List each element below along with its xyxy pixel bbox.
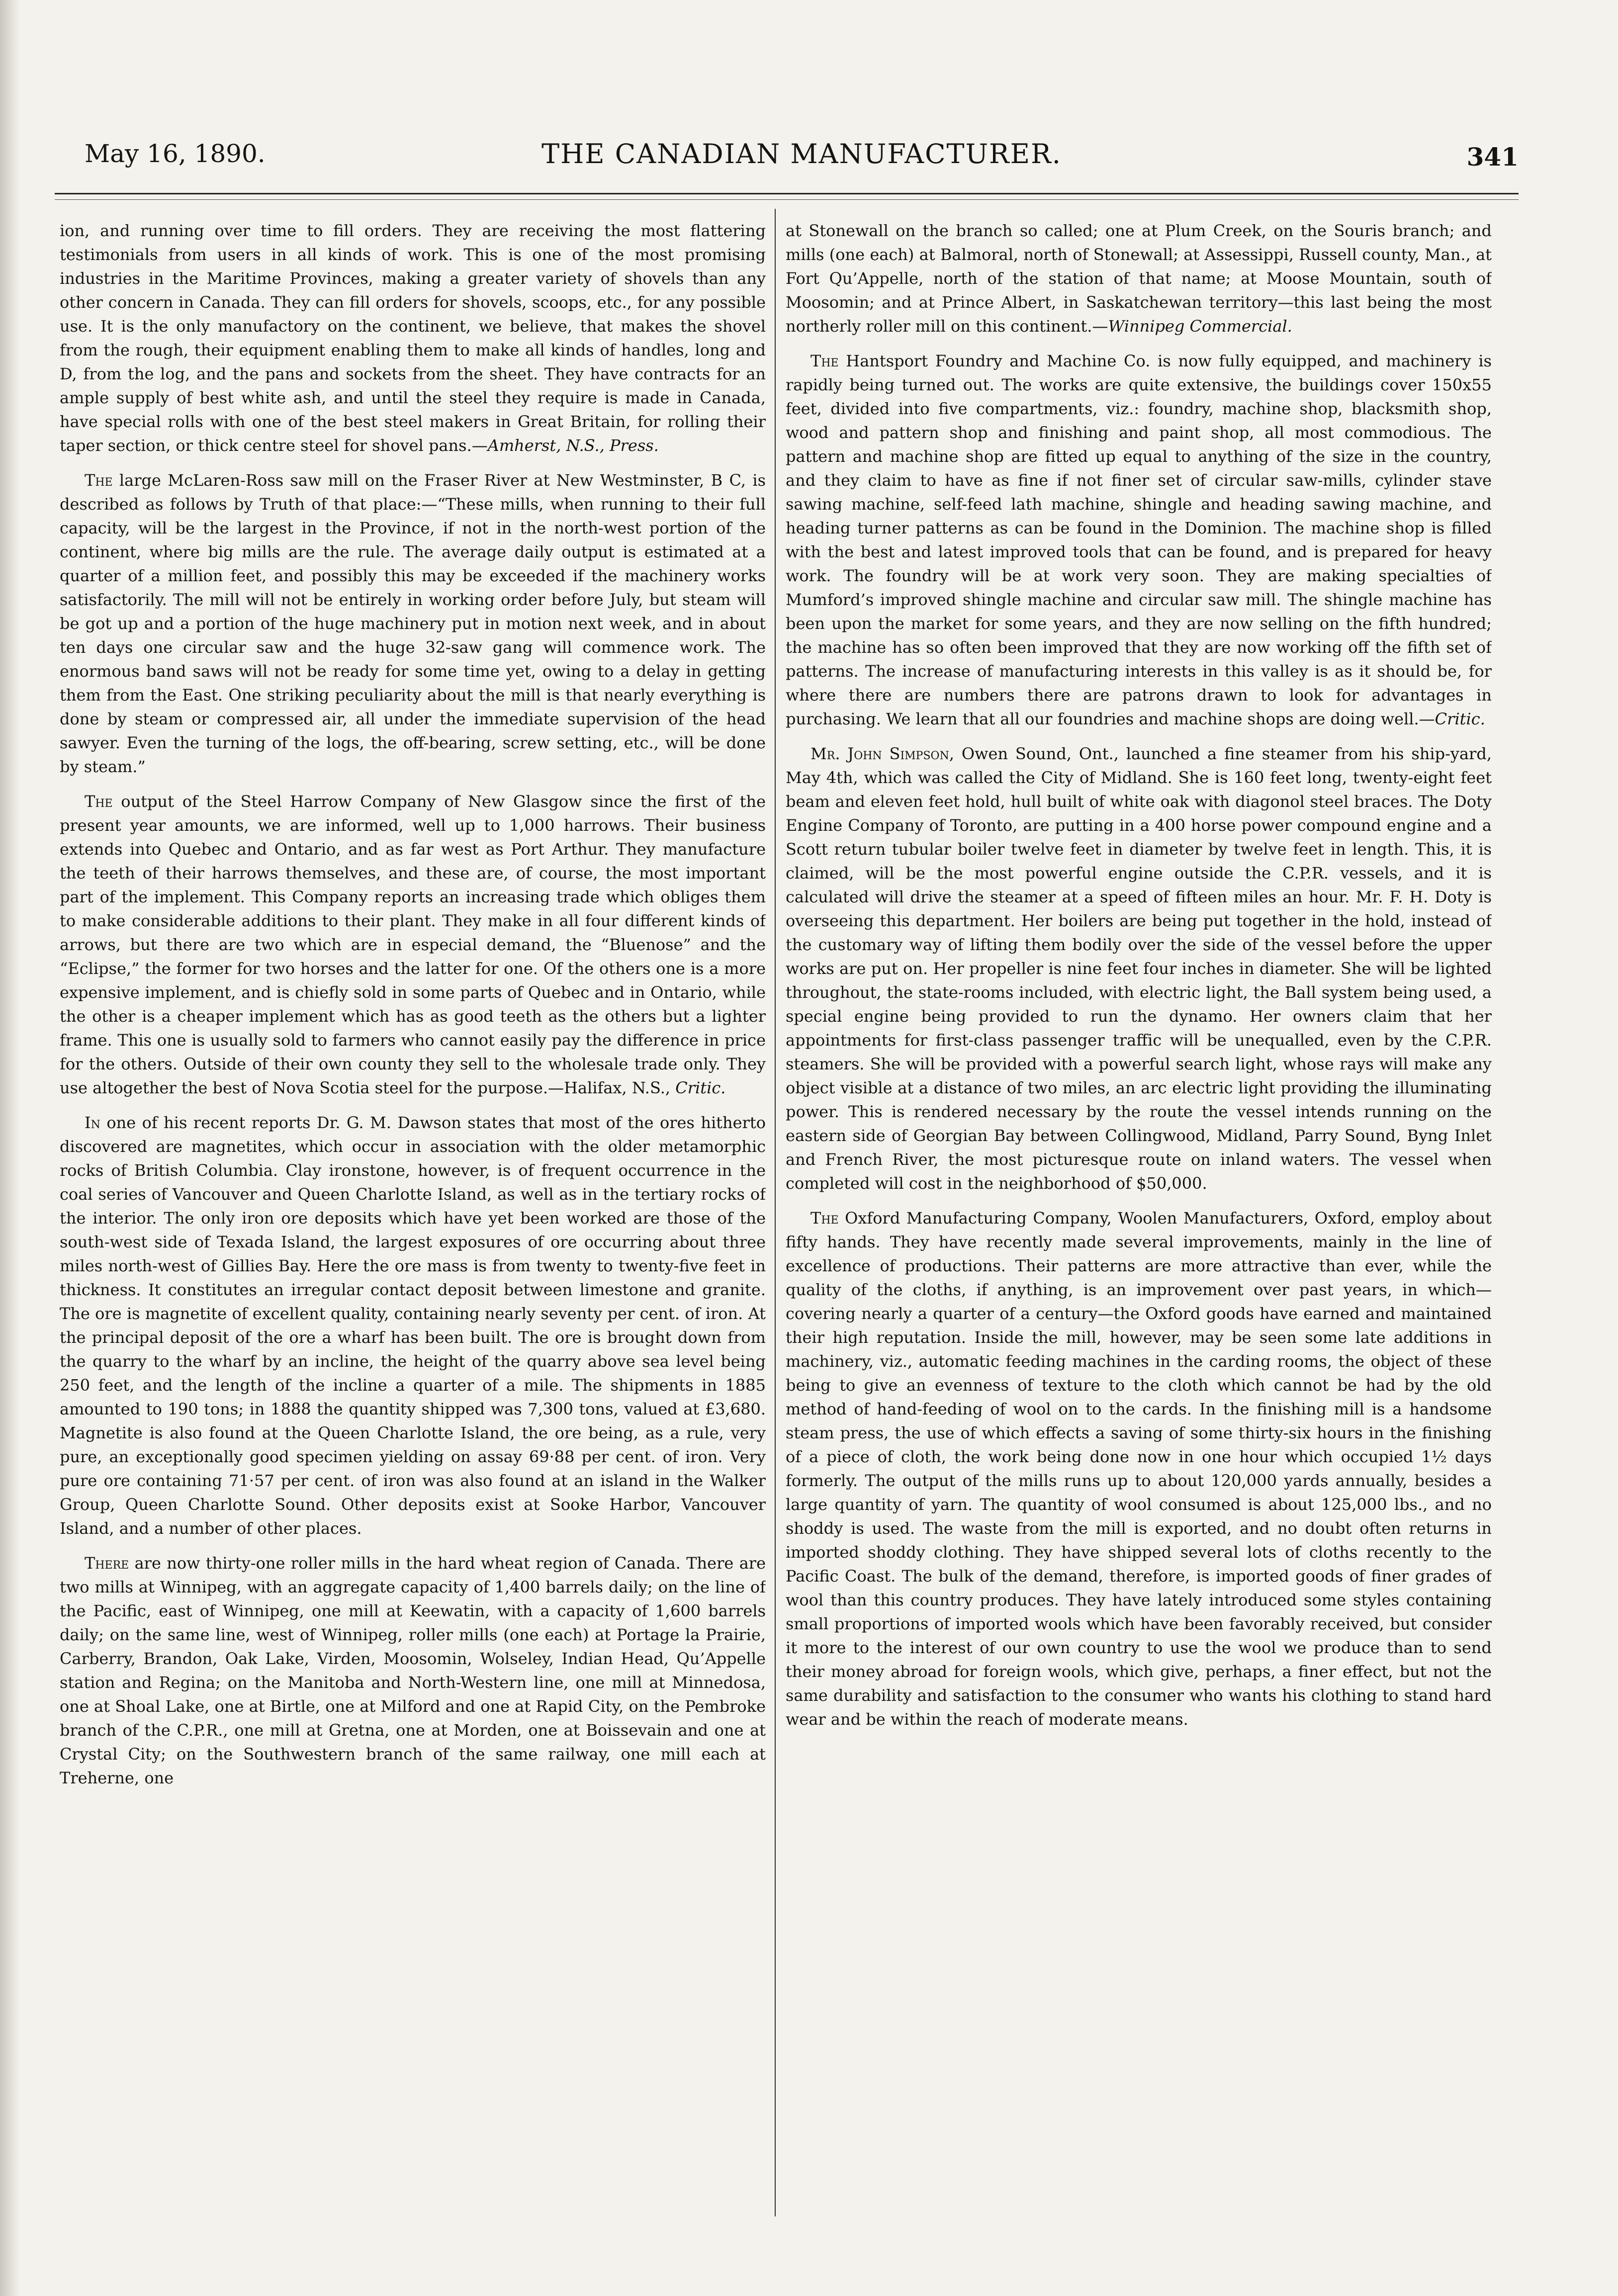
issue-date: May 16, 1890.	[85, 139, 266, 168]
article-oxford-woolen: The Oxford Manufacturing Company, Woolen Manufacturers, Oxford, employ about fifty hands. They have recently made several improvements, mainly in the line of excellence of productions. Their patterns are more attractive than ever, while the quality of the cloths, if anything, is an improvement over past years, in which—covering nearly a quarter of a century—the Oxford goods have earned and maintained their high reputation. Inside the mill, however, may be seen some late additions in machinery, viz., automatic feeding machines in the carding rooms, the object of these being to give an evenness of texture to the cloth which cannot be had by the old method of hand-feeding of wool on to the cards. In the finishing mill is a handsome steam press, the use of which effects a saving of some thirty-six hours in the finishing of a piece of cloth, the work being done now in one hour which occupied 1½ days formerly. The output of the mills runs up to about 120,000 yards annually, besides a large quantity of yarn. The quantity of wool consumed is about 125,000 lbs., and no shoddy is used. The waste from the mill is exported, and no doubt often returns in imported shoddy clothing. They have shipped several lots of cloths recently to the Pacific Coast. The bulk of the demand, therefore, is imported goods of finer grades of wool than this country produces. They have lately introduced some styles containing small proportions of imported wools which have been favorably received, but consider it more to the interest of our own country to use the wool we produce than to send their money abroad for foreign wools, which give, perhaps, a finer effect, but not the same durability and satisfaction to the consumer who wants his clothing to stand hard wear and be within the reach of moderate means.	[786, 1209, 1492, 1729]
right-column	[786, 219, 1492, 2226]
article-shovel-works: ion, and running over time to fill orders. They are receiving the most flattering testimonials from users in all kinds of work. This is one of the most promising industries in the Maritime Provinces, making a greater variety of shovels than any other concern in Canada. They can fill orders for shovels, scoops, etc., for any possible use. It is the only manufactory on the continent, we believe, that makes the shovel from the rough, their equipment enabling them to make all kinds of handles, long and D, from the log, and the pans and sockets from the sheet. They have contracts for an ample supply of best white ash, and until the steel they require is made in Canada, have special rolls with one of the best steel makers in Great Britain, for rolling their taper section, or thick centre steel for shovel pans.—Amherst, N.S., Press.	[60, 221, 766, 455]
article-steel-harrow: The output of the Steel Harrow Company of New Glasgow since the first of the present year amounts, we are informed, well up to 1,000 harrows. Their business extends into Quebec and Ontario, and as far west as Port Arthur. They manufacture the teeth of their harrows themselves, and these are, of course, the most important part of the implement. This Company reports an increasing trade which obliges them to make considerable additions to their plant. They make in all four different kinds of arrows, but there are two which are in especial demand, the “Bluenose” and the “Eclipse,” the former for two horses and the latter for one. Of the others one is a more expensive implement, and is chiefly sold in some parts of Quebec and in Ontario, while the other is a cheaper implement which has as good teeth as the others but a lighter frame. This one is usually sold to farmers who cannot easily pay the difference in price for the others. Outside of their own county they sell to the wholesale trade only. They use altogether the best of Nova Scotia steel for the purpose.—Halifax, N.S., Critic.	[60, 792, 766, 1097]
article-hantsport-foundry: The Hantsport Foundry and Machine Co. is now fully equipped, and machinery is rapidly being turned out. The works are quite extensive, the buildings cover 150x55 feet, divided into five compartments, viz.: foundry, machine shop, blacksmith shop, wood and pattern shop and finishing and paint shop, all most commodious. The pattern and machine shop are fitted up equal to anything of the size in the country, and they claim to have as fine if not finer set of circular saw-mills, cylinder stave sawing machine, self-feed lath machine, shingle and heading sawing machine, and heading turner patterns as can be found in the Dominion. The machine shop is filled with the best and latest improved tools that can be found, and is prepared for heavy work. The foundry will be at work very soon. They are making specialties of Mumford’s improved shingle machine and circular saw mill. The shingle machine has been upon the market for some years, and they are now selling on the fifth hundred; the machine has so often been improved that they are now working off the fifth set of patterns. The increase of manufacturing interests in this valley is as it should be, for where there are numbers there are patrons drawn to look for advantages in purchasing. We learn that all our foundries and machine shops are doing well.—Critic.	[786, 352, 1492, 728]
article-roller-mills: There are now thirty-one roller mills in the hard wheat region of Canada. There are two mills at Winnipeg, with an aggregate capacity of 1,400 barrels daily; on the line of the Pacific, east of Winnipeg, one mill at Keewatin, with a capacity of 1,600 barrels daily; on the same line, west of Winnipeg, roller mills (one each) at Portage la Prairie, Carberry, Brandon, Oak Lake, Virden, Moosomin, Wolseley, Indian Head, Qu’Appelle station and Regina; on the Manitoba and North-Western line, one mill at Minnedosa, one at Shoal Lake, one at Birtle, one at Milford and one at Rapid City, on the Pembroke branch of the C.P.R., one mill at Gretna, one at Morden, one at Boissevain and one at Crystal City; on the Southwestern branch of the same railway, one mill each at Treherne, one	[60, 1554, 766, 1787]
article-steamer-midland: Mr. John Simpson, Owen Sound, Ont., launched a fine steamer from his ship-yard, May 4th, which was called the City of Midland. She is 160 feet long, twenty-eight feet beam and eleven feet hold, hull built of white oak with diagonol steel braces. The Doty Engine Company of Toronto, are putting in a 400 horse power compound engine and a Scott return tubular boiler twelve feet in diameter by twelve feet in length. This, it is claimed, will be the most powerful engine outside the C.P.R. vessels, and it is calculated will drive the steamer at a speed of fifteen miles an hour. Mr. F. H. Doty is overseeing this department. Her boilers are being put together in the hold, instead of the customary way of lifting them bodily over the side of the vessel before the upper works are put on. Her propeller is nine feet four inches in diameter. She will be lighted throughout, the state-rooms included, with electric light, the Ball system being used, a special engine being provided to run the dynamo. Her owners claim that her appointments for first-class passenger traffic will be unequalled, even by the C.P.R. steamers. She will be provided with a powerful search light, whose rays will make any object visible at a distance of two miles, an arc electric light providing the illuminating power. This is rendered necessary by the route the vessel intends running on the eastern side of Georgian Bay between Collingwood, Midland, Parry Sound, Byng Inlet and French River, the most picturesque route on inland waters. The vessel when completed will cost in the neighborhood of $50,000.	[786, 744, 1492, 1193]
article-mclaren-ross-mill: The large McLaren-Ross saw mill on the Fraser River at New Westminster, B C, is described as follows by Truth of that place:—“These mills, when running to their full capacity, will be the largest in the Province, if not in the north-west portion of the continent, where big mills are the rule. The average daily output is estimated at a quarter of a million feet, and possibly this may be exceeded if the machinery works satisfactorily. The mill will not be entirely in working order before July, but steam will be got up and a portion of the huge machinery put in motion next week, and in about ten days one circular saw and the huge 32-saw gang will commence work. The enormous band saws will not be ready for some time yet, owing to a delay in getting them from the East. One striking peculiarity about the mill is that nearly everything is done by steam or compressed air, all under the immediate supervision of the head sawyer. Even the turning of the logs, the off-bearing, screw setting, etc., will be done by steam.”	[60, 471, 766, 776]
header-rule	[55, 193, 1519, 200]
article-iron-ores: In one of his recent reports Dr. G. M. Dawson states that most of the ores hitherto discovered are magnetites, which occur in association with the older metamorphic rocks of British Columbia. Clay ironstone, however, is of frequent occurrence in the coal series of Vancouver and Queen Charlotte Island, as well as in the tertiary rocks of the interior. The only iron ore deposits which have yet been worked are those of the south-west side of Texada Island, the largest exposures of ore occurring about three miles north-west of Gillies Bay. Here the ore mass is from twenty to twenty-five feet in thickness. It constitutes an irregular contact deposit between limestone and granite. The ore is magnetite of excellent quality, containing nearly seventy per cent. of iron. At the principal deposit of the ore a wharf has been built. The ore is brought down from the quarry to the wharf by an incline, the height of the quarry above sea level being 250 feet, and the length of the incline a quarter of a mile. The shipments in 1885 amounted to 190 tons; in 1888 the quantity shipped was 7,300 tons, valued at £3,680. Magnetite is also found at the Queen Charlotte Island, the ore being, as a rule, very pure, an exceptionally good specimen yielding on assay 69·88 per cent. of iron. Very pure ore containing 71·57 per cent. of iron was also found at an island in the Walker Group, Queen Charlotte Sound. Other deposits exist at Sooke Harbor, Vancouver Island, and a number of other places.	[60, 1113, 766, 1538]
column-divider	[775, 209, 776, 2216]
left-column	[60, 219, 766, 2226]
page-edge-shadow	[0, 0, 20, 2296]
page-header	[85, 129, 1519, 189]
article-roller-mills-cont: at Stonewall on the branch so called; one at Plum Creek, on the Souris branch; and mills (one each) at Balmoral, north of Stonewall; at Assessippi, Russell county, Man., at Fort Qu’Appelle, north of the station of that name; at Moose Mountain, south of Moosomin; and at Prince Albert, in Saskatchewan territory—this last being the most northerly roller mill on this continent.—Winnipeg Commercial.	[786, 221, 1492, 336]
page-number: 341	[1466, 142, 1519, 172]
publication-title: THE CANADIAN MANUFACTURER.	[541, 138, 1062, 170]
